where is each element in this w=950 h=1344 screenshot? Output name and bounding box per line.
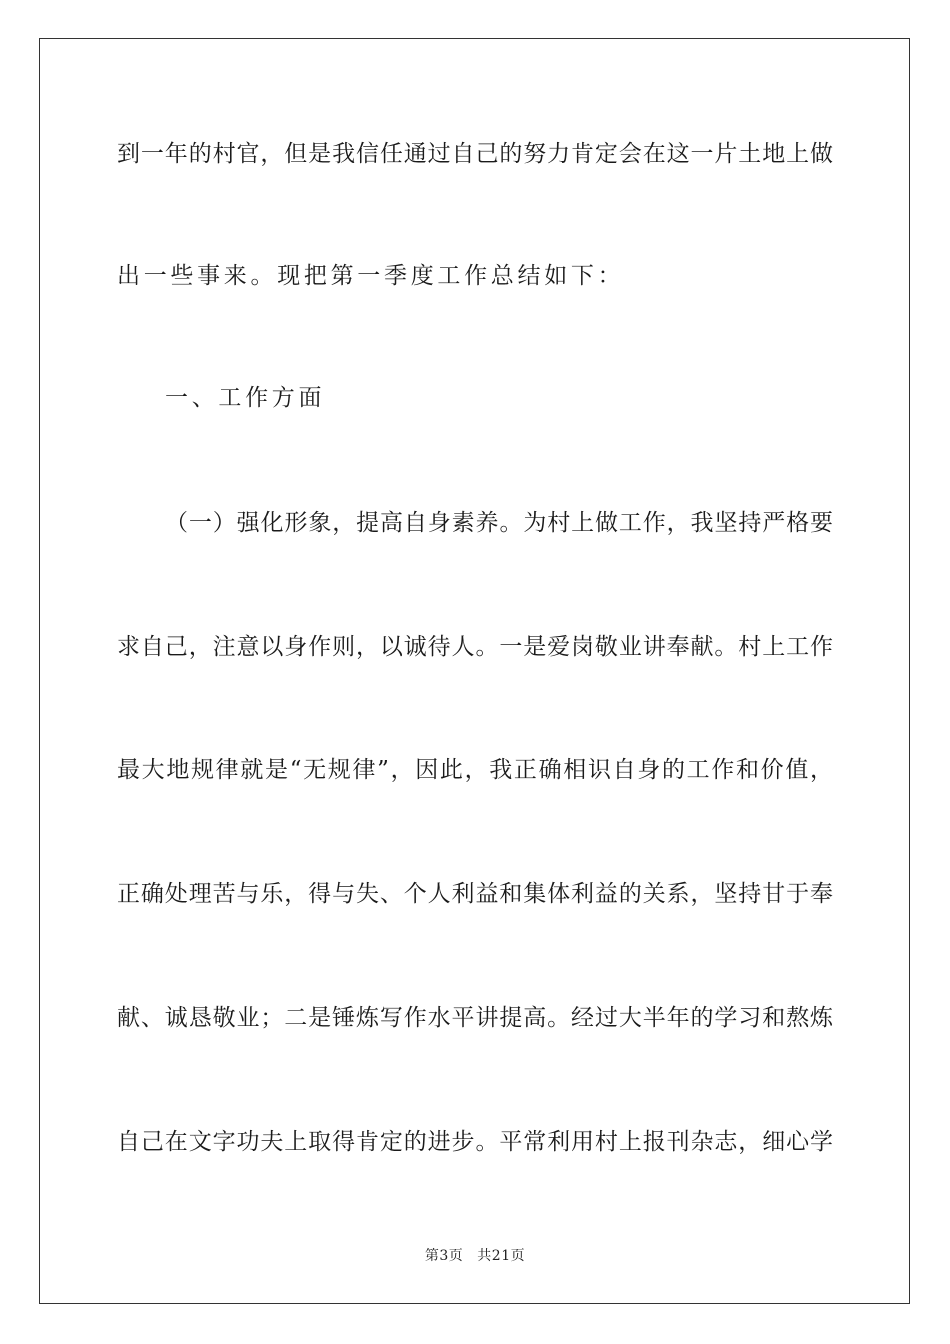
body-line-9: 自己在文字功夫上取得肯定的进步。平常利用村上报刊杂志，细心学 bbox=[117, 1129, 833, 1155]
page-total: 共21页 bbox=[477, 1248, 526, 1264]
body-line-8: 献、诚恳敬业；二是锤炼写作水平讲提高。经过大半年的学习和熬炼 bbox=[117, 1005, 833, 1031]
page-footer bbox=[0, 1247, 950, 1265]
body-line-6: 最大地规律就是“无规律”，因此，我正确相识自身的工作和价值， bbox=[117, 757, 833, 783]
body-line-2: 出一些事来。现把第一季度工作总结如下： bbox=[117, 263, 625, 289]
body-line-7: 正确处理苦与乐，得与失、个人利益和集体利益的关系，坚持甘于奉 bbox=[117, 881, 833, 907]
section-heading: 一、工作方面 bbox=[165, 385, 326, 411]
body-line-1: 到一年的村官，但是我信任通过自己的努力肯定会在这一片土地上做 bbox=[117, 141, 833, 167]
page-border bbox=[39, 38, 910, 1304]
body-line-5: 求自己，注意以身作则，以诚待人。一是爱岗敬业讲奉献。村上工作 bbox=[117, 634, 833, 660]
body-line-4: （一）强化形象，提高自身素养。为村上做工作，我坚持严格要 bbox=[165, 510, 833, 536]
page-number: 第3页 bbox=[424, 1248, 464, 1264]
